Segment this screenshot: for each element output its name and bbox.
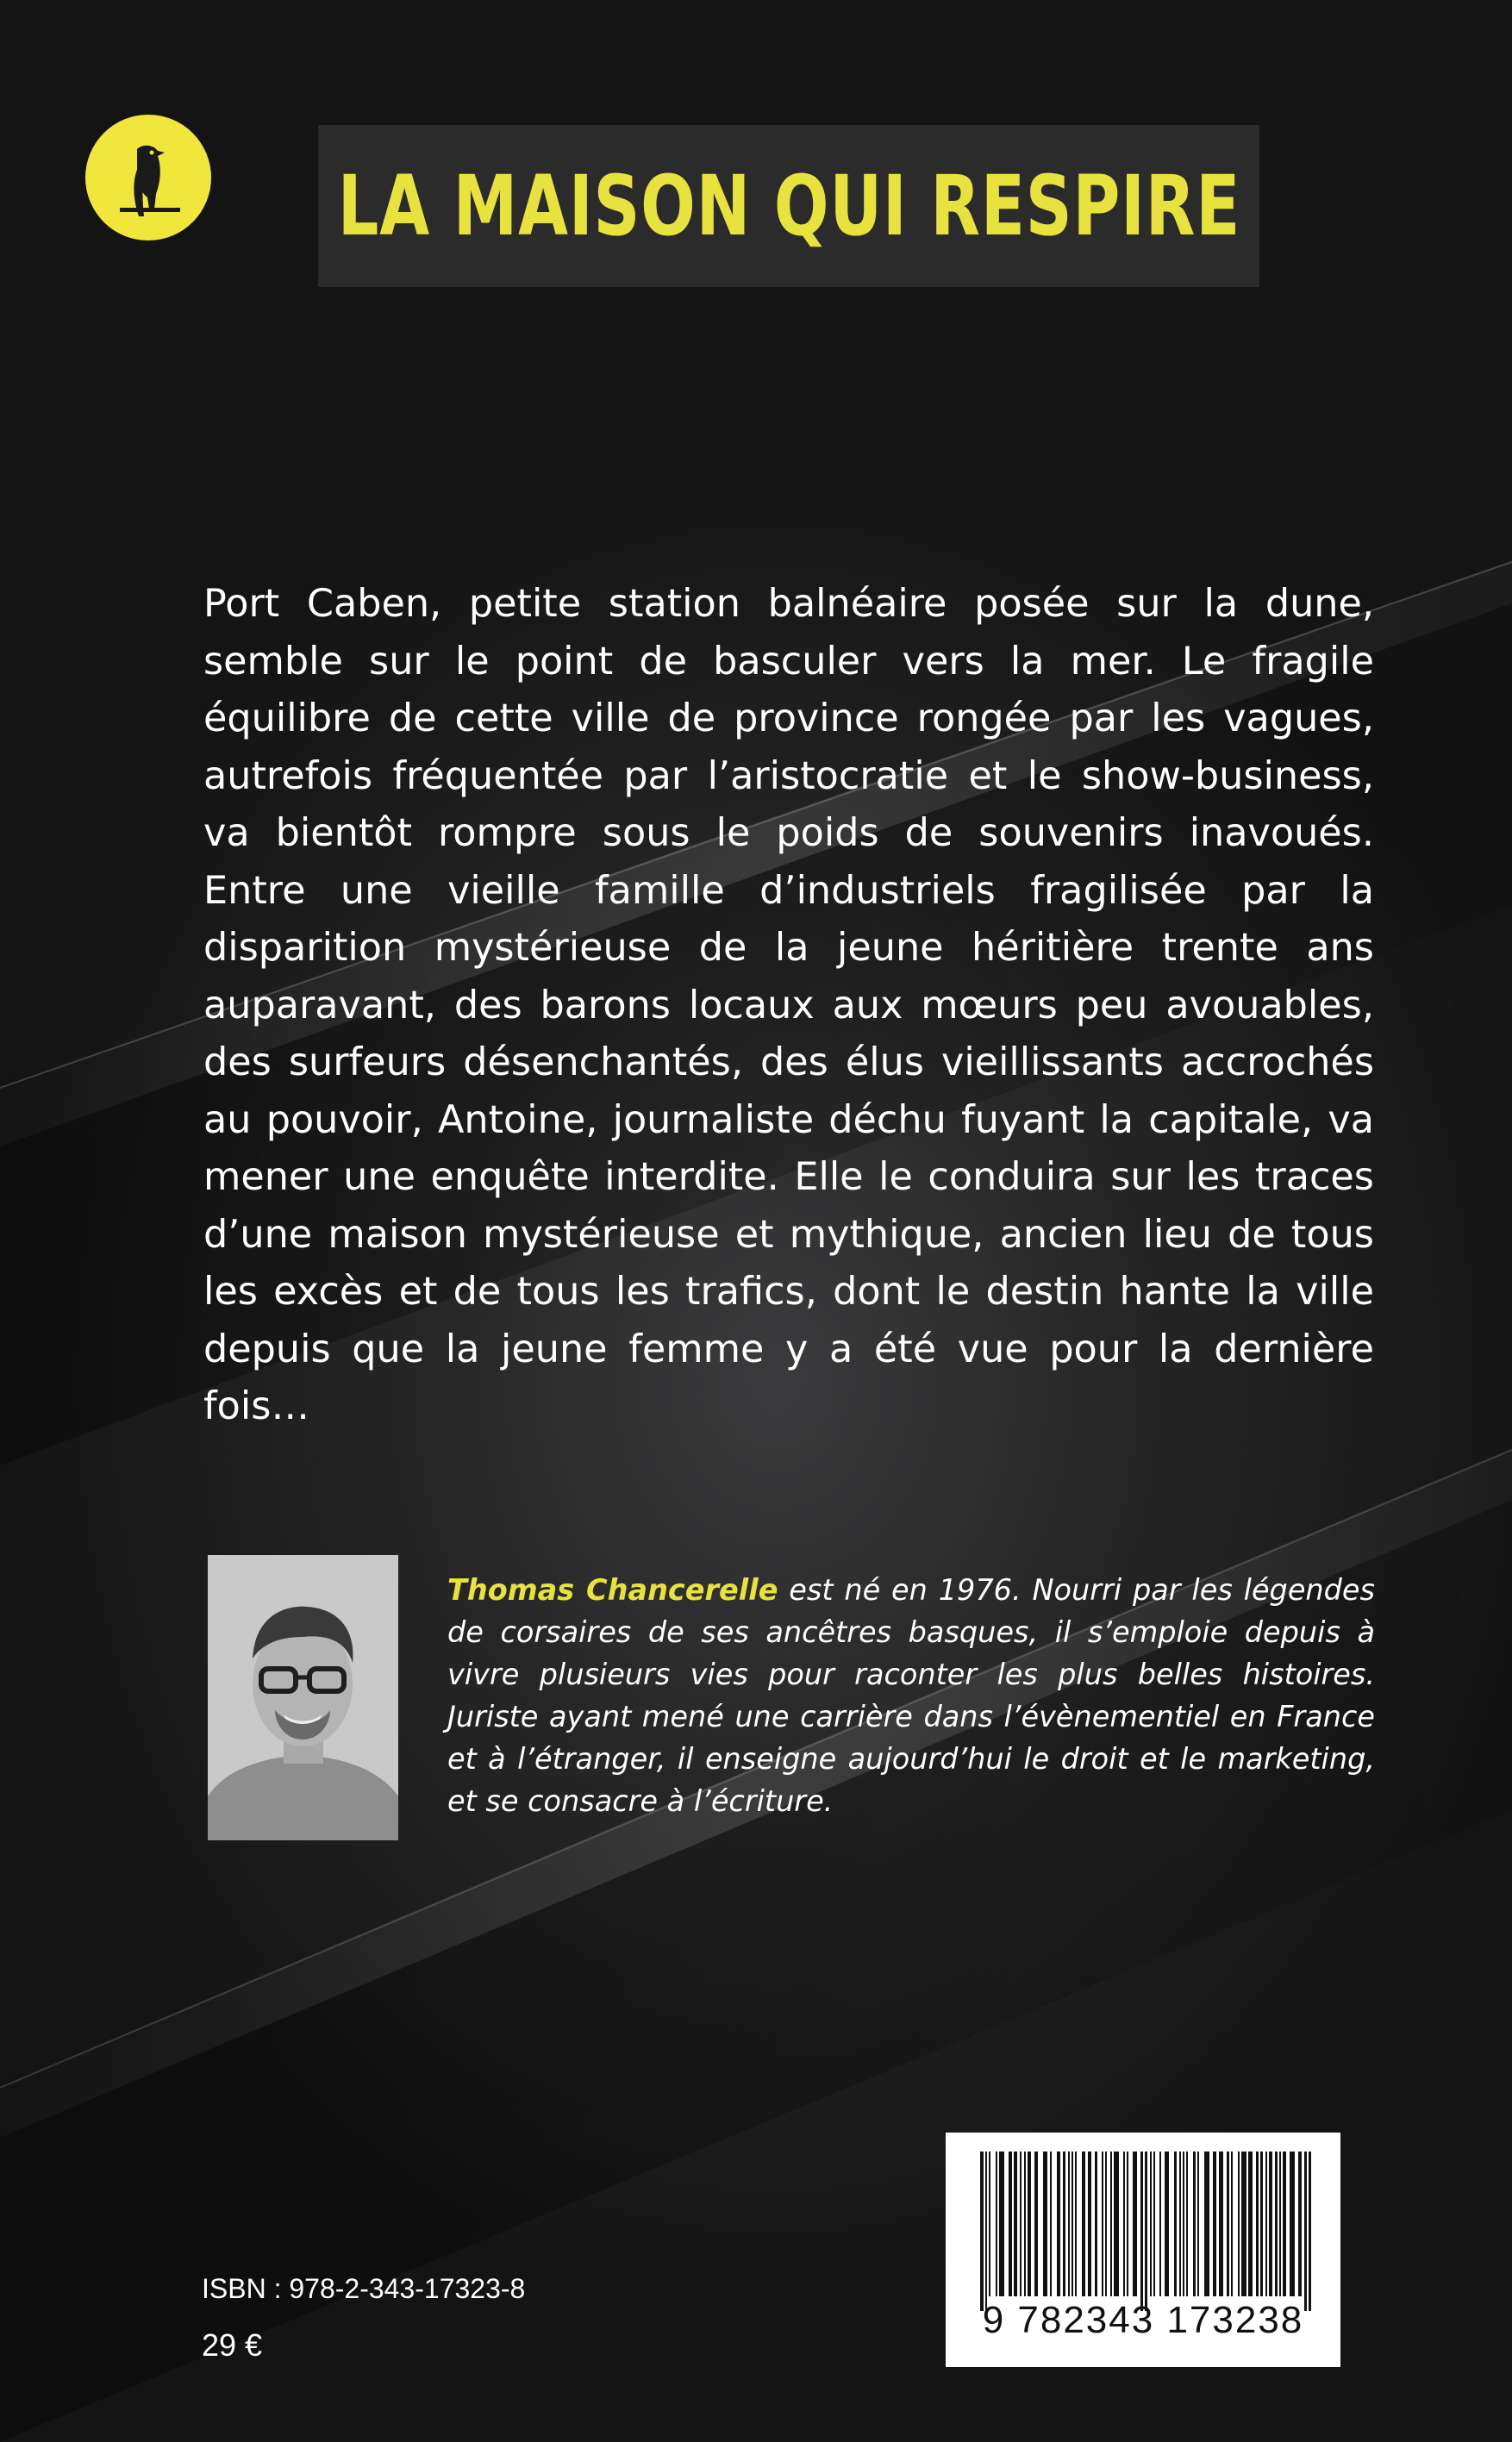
barcode-bar <box>1088 2152 1091 2296</box>
barcode-bar <box>1050 2152 1052 2296</box>
barcode-bar <box>1095 2152 1097 2296</box>
barcode-bar <box>1193 2152 1196 2296</box>
barcode-bar <box>1204 2152 1209 2296</box>
barcode-bar <box>1283 2152 1286 2296</box>
crow-on-branch-icon <box>85 115 211 240</box>
barcode-bar <box>1034 2152 1038 2296</box>
barcode-bar <box>996 2152 997 2296</box>
barcode-bar <box>1068 2152 1070 2296</box>
barcode-bar <box>999 2152 1004 2296</box>
barcode-bar <box>1127 2152 1128 2296</box>
barcode-bar <box>1309 2152 1311 2311</box>
price: 29 € <box>202 2327 263 2363</box>
barcode-bar <box>1304 2152 1307 2311</box>
barcode-bar <box>1159 2152 1161 2296</box>
barcode-bar <box>1248 2152 1253 2296</box>
barcode-bar <box>1075 2152 1077 2296</box>
barcode-bar <box>1082 2152 1085 2296</box>
barcode-bar <box>989 2152 990 2296</box>
barcode-bar <box>1057 2152 1060 2296</box>
barcode-bar <box>1153 2152 1155 2296</box>
barcode-bar <box>1219 2152 1223 2296</box>
barcode-bar <box>1290 2152 1295 2296</box>
barcode-bar <box>1105 2152 1107 2296</box>
barcode-bar <box>1265 2152 1267 2296</box>
barcode-bar <box>1102 2152 1103 2296</box>
author-photo <box>208 1555 398 1840</box>
barcode-bar <box>1186 2152 1188 2296</box>
barcode-bar <box>1298 2152 1302 2296</box>
barcode-bar <box>1238 2152 1240 2296</box>
barcode-bar <box>1179 2152 1181 2296</box>
barcode-digits: 9 782343 173238 <box>982 2299 1304 2341</box>
barcode-bar <box>1260 2152 1263 2296</box>
barcode-bar <box>1275 2152 1278 2296</box>
barcode-bar <box>1256 2152 1259 2296</box>
barcode-bar <box>1063 2152 1065 2296</box>
barcode-bar <box>1140 2152 1143 2311</box>
isbn: ISBN : 978-2-343-17323-8 <box>202 2273 526 2304</box>
barcode-bar <box>985 2152 987 2311</box>
barcode-bar <box>1174 2152 1177 2296</box>
back-cover-blurb: Port Caben, petite station balnéaire posée sur la dune, semble sur le point de basculer vers la mer. Le fragile équilibre de cette ville de province rongée par les vagues, autrefois fréquentée par l’aristocratie et le show-business, va bientôt rompre sous le poids de souvenirs inavoués. Entre une vieille famille d’industriels fragilisée par la disparition mystérieuse de la jeune héritière trente ans auparavant, des barons locaux aux mœurs peu avouables, des surfeurs désenchantés, des élus vieillissants accrochés au pouvoir, Antoine, journaliste déchu fuyant la capitale, va mener une enquête interdite. Elle le conduira sur les traces d’une maison mystérieuse et mythique, ancien lieu de tous les excès et de tous les trafics, dont le destin hante la ville depuis que la jeune femme y a été vue pour la dernière fois… <box>203 582 1374 1428</box>
barcode-bar <box>1269 2152 1272 2296</box>
barcode-bar <box>1197 2152 1199 2296</box>
barcode-bar <box>1213 2152 1216 2296</box>
barcode-bar <box>1024 2152 1026 2296</box>
barcode <box>946 2133 1340 2367</box>
barcode-bar <box>1009 2152 1012 2296</box>
barcode-bar <box>1165 2152 1169 2296</box>
author-bio-text: est né en 1976. Nourri par les légendes de corsaires de ses ancêtres basques, il s’emploie depuis à vivre plusieurs vies pour raconter les plus belles histoires. Juriste ayant mené une carrière dans l’évènementiel en France et à l’étranger, il enseigne aujourd’hui le droit et le marketing, et se consacre à l’écriture. <box>447 1573 1375 1818</box>
barcode-bar <box>1279 2152 1281 2296</box>
barcode-bar <box>1028 2152 1031 2296</box>
author-portrait-photo <box>208 1555 398 1840</box>
author-bio <box>447 1569 1375 1822</box>
barcode-bar <box>1183 2152 1184 2296</box>
barcode-bar <box>1123 2152 1125 2296</box>
barcode-bar <box>1241 2152 1246 2296</box>
barcode-bar <box>1145 2152 1147 2311</box>
barcode-bar <box>1133 2152 1137 2296</box>
barcode-bar <box>1110 2152 1112 2296</box>
author-name: Thomas Chancerelle <box>447 1573 778 1607</box>
title-banner <box>318 125 1259 287</box>
barcode-bar <box>1072 2152 1073 2296</box>
barcode-bar <box>1231 2152 1233 2296</box>
publisher-logo <box>85 115 211 240</box>
barcode-bar <box>1014 2152 1017 2296</box>
barcode-bar <box>1227 2152 1229 2296</box>
book-title: LA MAISON QUI RESPIRE <box>337 158 1240 254</box>
barcode-bar <box>1020 2152 1022 2296</box>
barcode-bar <box>1114 2152 1119 2296</box>
barcode-bar <box>1043 2152 1047 2296</box>
barcode-bar <box>1150 2152 1152 2296</box>
barcode-bar <box>980 2152 984 2311</box>
